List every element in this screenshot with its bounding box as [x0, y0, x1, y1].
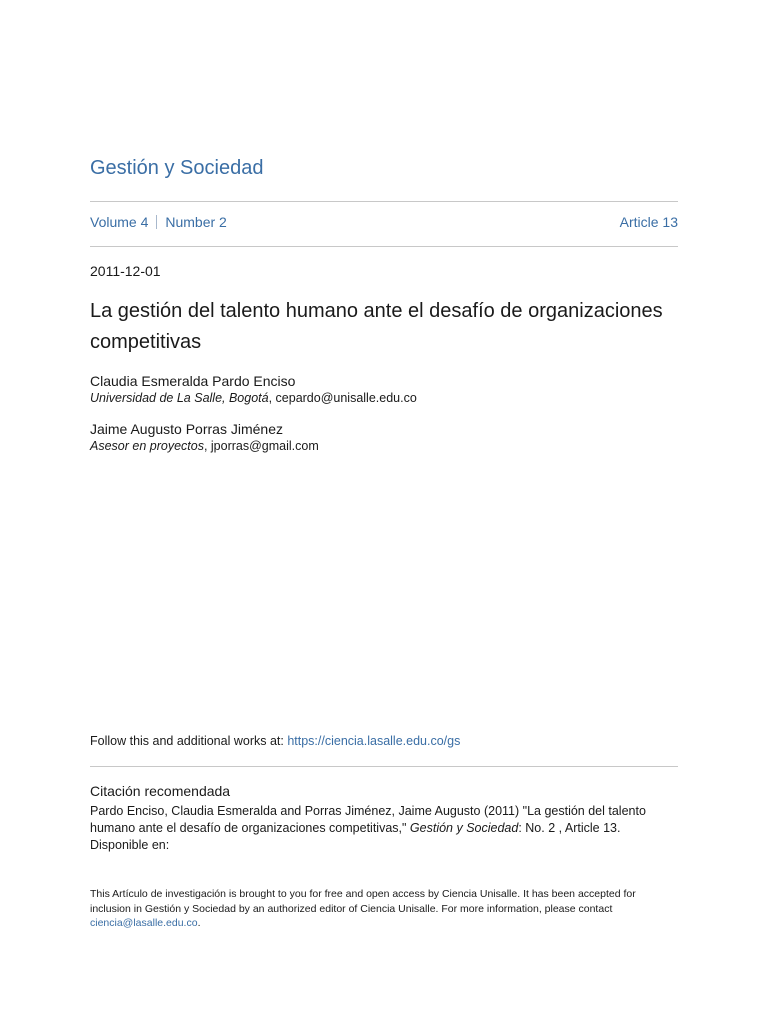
citation-available: Disponible en:	[90, 838, 170, 852]
issue-separator	[156, 215, 157, 229]
author-affiliation	[90, 390, 678, 406]
number-link[interactable]: Number 2	[165, 214, 227, 230]
author-block	[90, 420, 678, 454]
contact-email-link[interactable]: ciencia@lasalle.edu.co	[90, 917, 198, 929]
author-name: Jaime Augusto Porras Jiménez	[90, 421, 283, 437]
citation-heading: Citación recomendada	[90, 783, 231, 799]
cover-page	[90, 0, 678, 1024]
footer-text: This Artículo de investigación is brought to you for free and open access by Ciencia Unisalle. It has been accepted for inclusion in Gestión y Sociedad by an authorized editor of Ciencia Unisalle. For more information, please contact	[90, 888, 636, 915]
follow-text: Follow this and additional works at:	[90, 734, 288, 748]
divider-citation	[90, 766, 678, 767]
author-email: , cepardo@unisalle.edu.co	[268, 391, 417, 405]
citation-issue: : No. 2 , Article 13.	[518, 821, 621, 835]
affiliation-institution: Asesor en proyectos	[90, 439, 204, 453]
author-affiliation	[90, 438, 678, 454]
volume-link[interactable]: Volume 4	[90, 214, 149, 230]
publication-date: 2011-12-01	[90, 263, 161, 279]
divider-top	[90, 201, 678, 202]
affiliation-institution: Universidad de La Salle, Bogotá	[90, 391, 269, 405]
citation-body	[90, 803, 678, 854]
citation-text: Pardo Enciso, Claudia Esmeralda and Porras Jiménez, Jaime Augusto (2011) "La gestión del talento humano ante el desafío de organizaciones competitivas,"	[90, 804, 646, 835]
follow-works	[90, 734, 460, 748]
article-number-link[interactable]: Article 13	[619, 214, 678, 230]
article-title: La gestión del talento humano ante el desafío de organizaciones competitivas	[90, 300, 663, 353]
collection-link[interactable]: https://ciencia.lasalle.edu.co/gs	[287, 734, 461, 748]
open-access-note	[90, 887, 678, 931]
issue-info-row	[90, 214, 678, 232]
footer-end: .	[197, 917, 201, 929]
author-block	[90, 372, 678, 406]
journal-title-link[interactable]: Gestión y Sociedad	[90, 157, 264, 179]
author-name: Claudia Esmeralda Pardo Enciso	[90, 373, 296, 389]
citation-journal: Gestión y Sociedad	[409, 821, 519, 835]
divider-issue	[90, 246, 678, 247]
author-email: , jporras@gmail.com	[203, 439, 319, 453]
